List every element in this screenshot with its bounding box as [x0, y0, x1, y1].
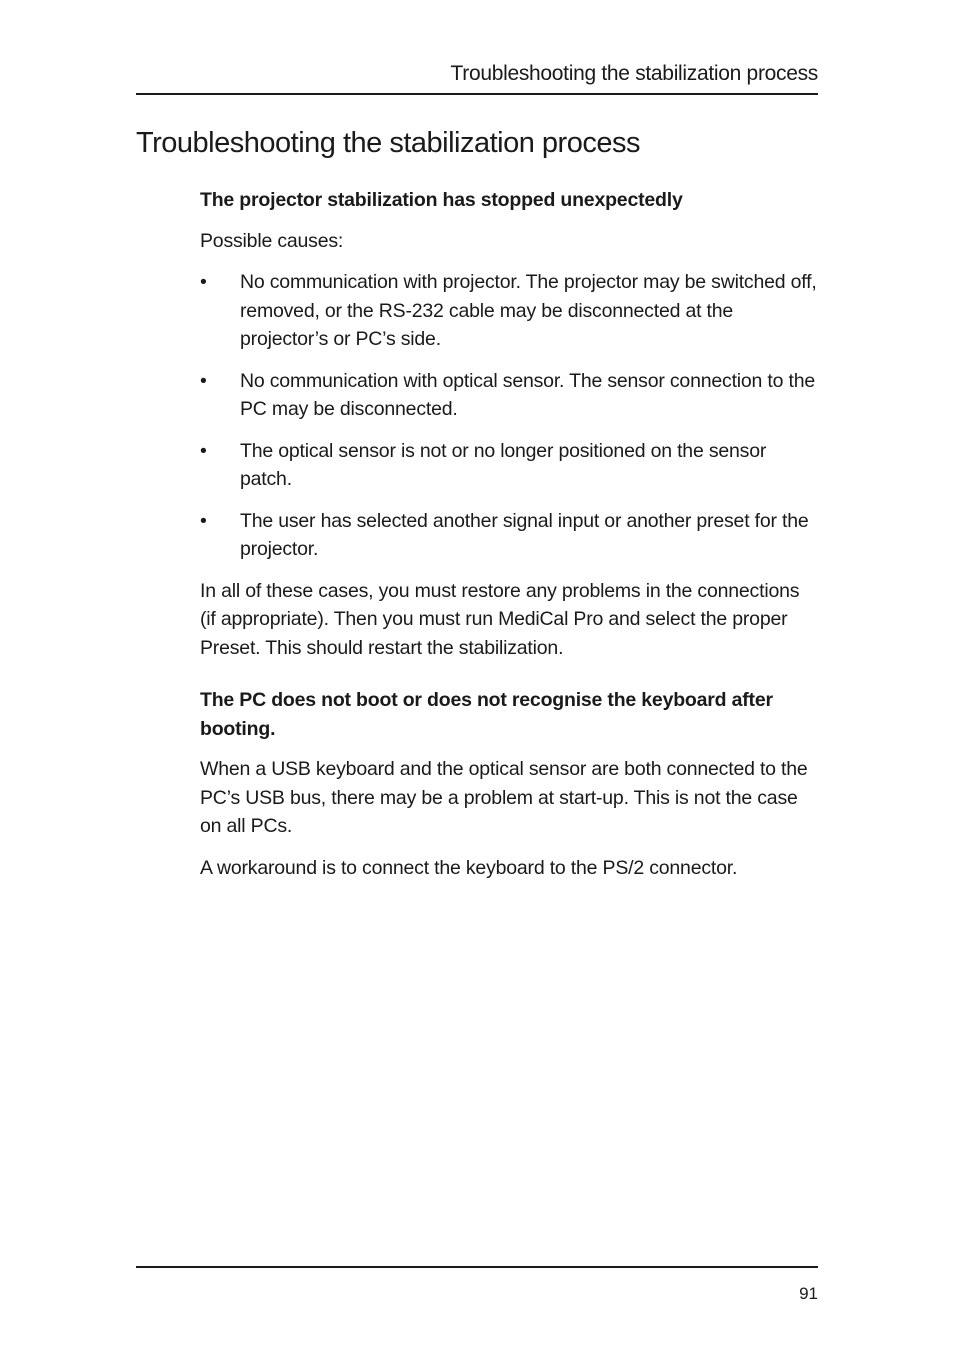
section-pc-boot	[200, 686, 818, 882]
list-item-text: The user has selected another signal input or another preset for the projector.	[240, 509, 809, 560]
footer-rule	[136, 1266, 818, 1268]
list-item	[200, 367, 818, 424]
bullet-icon: •	[200, 271, 207, 293]
running-header: Troubleshooting the stabilization process	[450, 62, 818, 85]
causes-list	[200, 268, 818, 564]
list-item	[200, 507, 818, 564]
section-heading: The PC does not boot or does not recognise the keyboard after booting.	[200, 689, 773, 740]
body-paragraph: A workaround is to connect the keyboard to the PS/2 connector.	[200, 856, 738, 879]
body-paragraph: When a USB keyboard and the optical sensor are both connected to the PC’s USB bus, there may be a problem at start-up. This is not the case on all PCs.	[200, 758, 808, 837]
list-item-text: No communication with optical sensor. The sensor connection to the PC may be disconnected.	[240, 369, 816, 420]
header-rule	[136, 93, 818, 95]
intro-text: Possible causes:	[200, 229, 344, 252]
list-item	[200, 268, 818, 354]
page-title: Troubleshooting the stabilization process	[136, 127, 640, 159]
list-item	[200, 437, 818, 494]
section-projector-stabilization	[200, 186, 818, 662]
bullet-icon: •	[200, 439, 207, 462]
list-item-text: No communication with projector. The projector may be switched off, removed, or the RS-232 cable may be disconnected at the projector’s or PC’s side.	[240, 271, 817, 350]
page-number: 91	[799, 1284, 818, 1303]
bullet-icon: •	[200, 369, 207, 392]
conclusion-text: In all of these cases, you must restore any problems in the connections (if appropriate). Then you must run MediCal Pro and select the proper Preset. This should restart the stabilization.	[200, 579, 800, 659]
section-heading: The projector stabilization has stopped unexpectedly	[200, 189, 683, 211]
page-content	[200, 186, 818, 895]
list-item-text: The optical sensor is not or no longer positioned on the sensor patch.	[240, 439, 767, 490]
bullet-icon: •	[200, 509, 207, 532]
